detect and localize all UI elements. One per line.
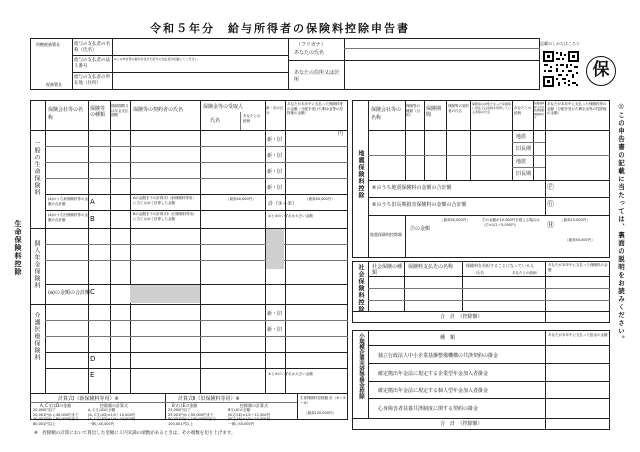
qr-note: 記載のしかたはこちら [540,41,580,46]
footnote: ※ 控除額の計算において算出した金額に１円未満の端数があるときは、その端数を切り上げます。 [34,431,236,436]
quake-col-kubun: 地震保険料又は旧長期損害保険料区分 [534,102,545,119]
life-limit-a: （最高40,000円） [226,197,256,201]
quake-col-amount: あなたが本年中に支払った保険料等の金額（分配を受けた剰余金等の控除後の金額） [547,102,607,115]
quake-limit-50b: （最高50,000円） [565,238,595,242]
formula1-row-amount: 20,000円以下 [33,408,56,412]
quake-deduct-label: 地震保険料控除額 [370,232,402,237]
life-shin-1: 新・旧 [267,137,283,143]
payer-number-note: ※この申告書の提出を受けた給与の支払者が記載してください。 [114,57,201,61]
payer-name-label: 給与の支払者の名称（氏名） [74,42,110,53]
formula1-row-calc: (A, C又はD)×1/2＋10,000円 [88,412,136,417]
formula2-head-amount: B又はEの金額 [172,403,198,408]
your-address-label: あなたの住所又は居所 [294,70,340,83]
quake-deduct-calc: Ⓕの金額 [410,226,431,232]
formula2-row-calc: (B又はE)×1/2＋12,500円 [228,412,271,417]
life-col-company: 保険会社等の名称 [48,107,84,121]
formula1-row-calc: (A, C又はD)×1/4＋20,000円 [88,417,136,421]
life-mark-b: B [90,215,95,223]
life-col-contractor: 保険等の契約者の氏名 [133,107,184,113]
quake-kubun-1b: 旧長期 [516,146,532,152]
quake-h-mark: Ⓗ [547,221,554,229]
life-care-label: 介護医療保険料 [33,312,40,361]
life-col-type: 保険等の種類 [90,106,106,118]
small-row-label: 確定拠出年金法に規定する企業型年金加入者掛金 [378,370,489,377]
life-recipient-name: 氏名 [210,118,221,124]
life-yen-1: 円 [338,131,344,137]
life-total-c: (a)の金額の合計額 [48,290,90,296]
quake-deduct-calc2: Ⓖの金額が10,000円を超える場合は（Ⓖ×1/2＋5,000円） [482,218,540,227]
small-section-label: 小規模企業共済等掛金控除 [358,333,364,399]
small-total: 合 計 （控除額） [440,421,483,427]
life-calc-a: Aの金額を下の計算式Ⅰ（新保険料等用）に当てはめて計算した金額 [133,196,196,205]
life-col-shinkyu: 新・旧の区分 [266,106,284,115]
life-col-period: 保険期間又は年金支払期間 [111,104,129,117]
quake-f-mark: Ⓕ [547,183,554,191]
formula2-row-amount: 50,001円から100,000円まで [168,417,216,421]
life-col-amount: あなたが本年中に支払った保険料等の金額（分配を受けた剰余金等の控除後の金額） [287,102,343,115]
social-col-payee: 保険料支払先の名称 [408,264,454,270]
quake-g-mark: Ⓖ [547,200,554,208]
tax-office-suffix: 税務署長 [46,82,62,87]
life-total-a-old: (a)のうち旧保険料等の金額の合計額 [48,213,88,222]
formula1-row-calc: A, C又はDの全額 [88,408,116,412]
life-mark-a: A [90,198,95,206]
social-section-label: 社会保険料控除 [357,264,364,313]
formula2-row-amount: 25,000円以下 [168,408,191,412]
life-pension-label: 個人年金保険料 [33,240,40,289]
quake-limit-15: （最高15,000円） [560,218,590,222]
form-title: 令和５年分 給与所得者の保険料控除申告書 [150,22,410,35]
formula1-row-amount: 40,001円から80,000円まで [33,417,79,421]
social-total: 合 計 （控除額） [440,314,483,320]
life-shin-4: 新・旧 [267,185,283,191]
life-total-a-new: (a)のうち新保険料等の金額の合計額 [48,197,88,206]
life-larger-1: ②と③のいずれか大きい金額 [268,214,313,218]
small-row-label: 確定拠出年金法に規定する個人型年金加入者掛金 [378,388,489,394]
ho-circle-mark [586,56,616,86]
life-shin-2: 新・旧 [267,153,283,159]
your-name-label: あなたの氏名 [294,50,325,56]
small-head-type: 種 類 [440,335,456,341]
small-head-amount: あなたが本年中に支払った掛金の金額 [548,333,608,337]
social-col-amount: あなたが本年中に支払った保険料の金額 [548,263,608,272]
formula1-row-amount: 20,001円から40,000円まで [33,412,79,417]
formula1-head-amount: A, C又はDの金額 [40,403,72,408]
social-sub-name: 氏名 [476,270,484,275]
social-col-type: 社会保険の種類 [372,264,403,276]
formula1-title: 計算式Ⅰ（新保険料等用）※ [58,396,119,402]
life-general-label: 一般の生命保険料 [33,140,40,196]
quake-col-period: 保険期間 [426,106,442,118]
life-section-label: 生命保険料控除 [14,220,22,276]
furigana-label: （フリガナ） [296,42,326,48]
life-total-limit: （最高120,000円） [304,411,336,415]
formula1-head-calc: 控除額の計算式 [100,403,128,408]
quake-line-f: ⑥のうち地震保険料の金額の合計額 [372,185,452,191]
payer-number-label: 給与の支払者の法人番号 [74,58,110,69]
formula2-row-amount: 100,001円以上 [168,421,193,426]
life-recipient-relation: あなたとの続柄 [243,114,261,123]
small-row-divider [368,363,610,364]
quake-line-g: ⑥のうち旧長期損害保険料の金額の合計額 [372,202,467,208]
quake-section-label: 地震保険料控除 [357,150,364,199]
quake-col-contractor: 保険等の契約者の氏名 [448,104,469,113]
quake-limit-50: （最高50,000円） [440,218,470,222]
life-mark-e: E [90,371,95,379]
formula2-row-calc: 一律に50,000円 [228,421,255,426]
life-shin-5: 新・旧 [267,311,283,317]
formula2-row-amount: 25,001円から50,000円まで [168,412,214,417]
life-mark-d: D [90,355,96,363]
quake-col-company: 保険会社等の名称 [371,107,402,121]
social-col-burden: 保険料を負担することになっている人 [466,263,534,268]
social-sub-relation: あなたとの続柄 [512,271,537,275]
ho-mark-text: 保 [592,60,610,80]
formula1-row-calc: 一律に40,000円 [88,421,115,426]
payer-address-label: 給与の支払者の所在地（住所） [74,75,110,86]
life-limit-sum: （最高40,000円） [305,197,335,201]
quake-kubun-2b: 旧長期 [516,171,532,177]
formula2-row-calc: (B又はE)×1/4＋25,000円 [228,417,271,421]
qr-code-icon [542,50,580,88]
side-note: ◎この申告書の記載に当たっては、裏面の説明をお読みください。 [617,102,625,344]
quake-kubun-2a: 地震 [516,159,527,165]
life-sum12: 計（①＋②） [268,201,297,207]
small-row-label: 心身障害者扶養共済制度に関する契約の掛金 [378,405,479,412]
quake-kubun-1a: 地震 [516,134,527,140]
small-row-divider [368,398,610,399]
life-larger-2: ②と③のいずれか大きい金額 [268,372,313,376]
formula1-row-amount: 80,001円以上 [33,421,56,426]
quake-col-occupant: 保険等の対象となった家屋等に居住又は家財を利用している者等の氏名 [472,102,512,114]
life-mark-c: C [90,288,95,296]
life-col-recipient: 保険金等の受取人 [203,104,244,110]
life-shin-6: 新・旧 [267,327,283,333]
quake-col-relation: あなたとの続柄 [514,106,532,115]
gray-block-2 [130,285,200,303]
formula2-title: 計算式Ⅱ（旧保険料等用）※ [178,396,240,402]
formula2-head-calc: 控除額の計算式 [240,403,268,408]
formula2-row-calc: B又はEの全額 [228,408,251,412]
tax-office-label: 所轄税務署長 [36,42,60,47]
quake-col-type: 保険等の種類（目的） [406,104,420,117]
life-calc-b: Bの金額を下の計算式Ⅱ（旧保険料等用）に当てはめて計算した金額 [133,212,197,221]
gray-block-1 [266,229,284,269]
life-total-label: 生命保険料控除額 計（⑥＋⑦＋⑧） [300,396,346,405]
small-row-label: 独立行政法人中小企業基盤整備機構の共済契約の掛金 [378,353,499,359]
small-row-divider [368,381,610,382]
life-shin-3: 新・旧 [267,169,283,175]
